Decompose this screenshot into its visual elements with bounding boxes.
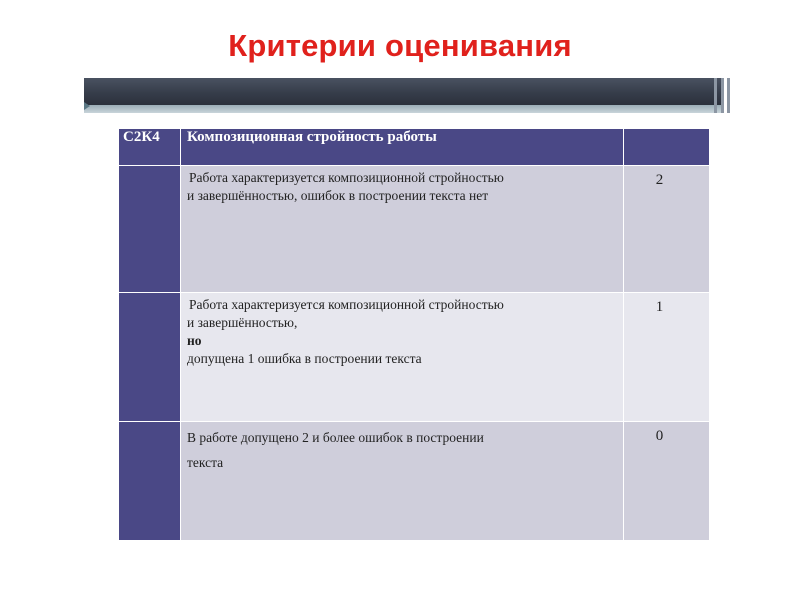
description-line: Работа характеризуется композиционной стройностью bbox=[189, 297, 504, 312]
description-line: допущена 1 ошибка в построении текста bbox=[187, 351, 422, 366]
description-line: текста bbox=[187, 455, 224, 470]
criteria-table bbox=[118, 128, 710, 541]
description-line: и завершённостью, ошибок в построении текста нет bbox=[187, 188, 489, 203]
table-row bbox=[119, 166, 710, 293]
table-row bbox=[119, 293, 710, 422]
title-bar-light-band bbox=[84, 105, 724, 113]
description-cell bbox=[181, 166, 624, 293]
table-header-row bbox=[119, 129, 710, 166]
title-bar-end-stripes bbox=[712, 78, 744, 113]
title-bar-dark-band bbox=[84, 78, 724, 108]
criterion-code: С2К4 bbox=[119, 129, 181, 166]
code-cell bbox=[119, 422, 181, 541]
description-cell bbox=[181, 293, 624, 422]
title-bar-arrow-icon bbox=[84, 102, 90, 110]
description-line: В работе допущено 2 и более ошибок в построении bbox=[187, 430, 484, 445]
table-row bbox=[119, 422, 710, 541]
header-score-cell bbox=[624, 129, 710, 166]
score-cell bbox=[624, 166, 710, 293]
description-connector: но bbox=[187, 333, 202, 348]
score-value: 2 bbox=[655, 172, 664, 188]
score-value: 0 bbox=[655, 428, 664, 444]
score-cell bbox=[624, 293, 710, 422]
description-cell bbox=[181, 422, 624, 541]
score-cell bbox=[624, 422, 710, 541]
decorative-title-bar bbox=[84, 78, 744, 108]
score-value: 1 bbox=[655, 299, 664, 315]
code-cell bbox=[119, 166, 181, 293]
code-cell bbox=[119, 293, 181, 422]
slide-title: Критерии оценивания bbox=[228, 28, 572, 63]
description-line: Работа характеризуется композиционной стройностью bbox=[189, 170, 504, 185]
criterion-title: Композиционная стройность работы bbox=[181, 129, 624, 166]
description-line: и завершённостью, bbox=[187, 315, 298, 330]
